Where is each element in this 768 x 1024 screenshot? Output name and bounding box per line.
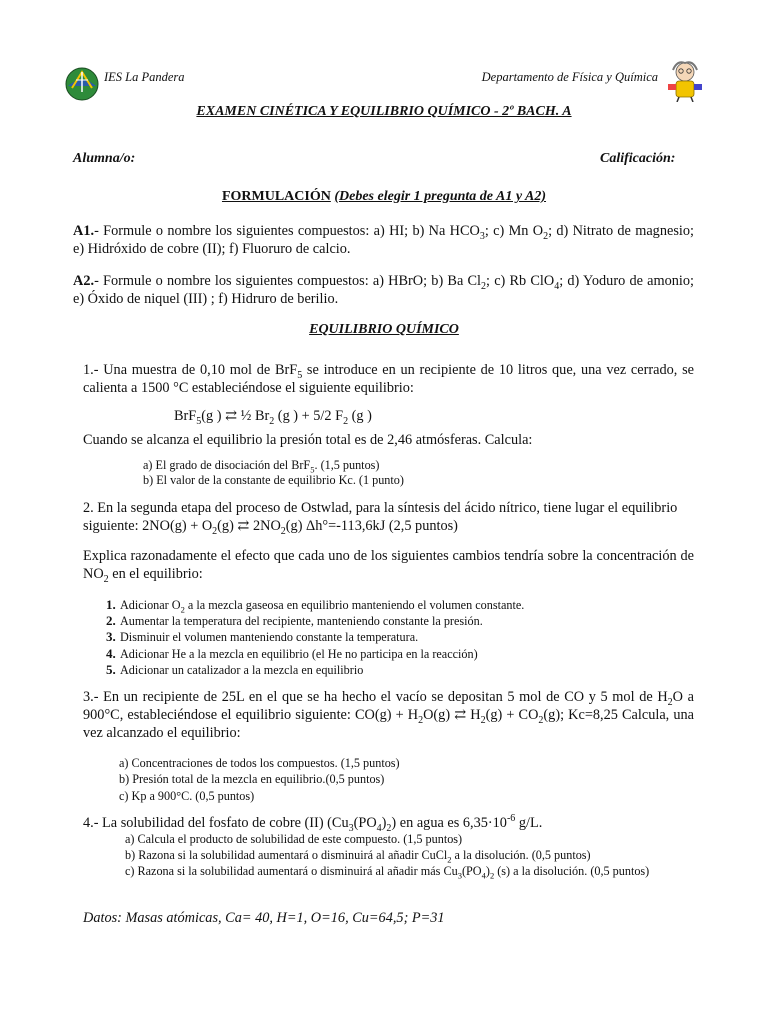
scientist-cartoon-icon [665,60,705,102]
question-4-part-b: b) Razona si la solubilidad aumentará o disminuirá al añadir CuCl$_2$ a la disolución. (0,5 puntos) [125,848,591,865]
question-3-intro: 3.- En un recipiente de 25L en el que se ha hecho el vacío se depositan 5 mol de CO y 5 mol de $H_2O$ a 900°C, estableciéndose el equilibrio siguiente: $CO(g) + H_2O(g)$ ⇄ $H_2(g) + CO_2(g)$; Kc=8,25 Calcula, una vez alcanzado el equilibrio: [83,689,694,741]
department-name: Departamento de Física y Química [481,70,658,84]
question-1-equation: BrF$_5$(g ) ⇄ ½ $Br_2$ (g ) + 5/2 $F_2$ (g ) [174,408,372,427]
list-item: 2. Aumentar la temperatura del recipiente, manteniendo constante la presión. [106,613,483,629]
question-3-part-a: a) Concentraciones de todos los compuestos. (1,5 puntos) [119,756,400,770]
question-3-part-c: c) Kp a 900°C. (0,5 puntos) [119,789,255,803]
question-2-intro: 2. En la segunda etapa del proceso de Ostwlad, para la síntesis del ácido nítrico, tiene lugar el equilibrio siguiente: $2NO(g) + O_2(g)$ ⇄ $2NO_2(g)$ Δh°=-113,6kJ (2,5 puntos) [83,500,678,537]
question-a1: A1.- Formule o nombre los siguientes compuestos: a) HI; b) Na $HCO_3$; c) Mn $O_2$; d) Nitrato de magnesio; e) Hidróxido de cobre (II); f) Fluoruro de calcio. [73,223,694,257]
student-label: Alumna/o: [73,151,136,166]
list-item: 1. Adicionar $O_2$ a la mezcla gaseosa en equilibrio manteniendo el volumen constante. [106,597,525,615]
question-2-changes-list [106,597,696,678]
question-1-intro: 1.- Una muestra de 0,10 mol de BrF$_5$ se introduce en un recipiente de 10 litros que, una vez cerrado, se calienta a 1500 °C estableciéndose el siguiente equilibrio: [83,362,695,396]
equilibrium-arrows-icon: ⇄ [454,707,467,723]
question-4-part-a: a) Calcula el producto de solubilidad de este compuesto. (1,5 puntos) [125,832,463,846]
school-logo-icon [64,66,100,102]
question-a2: A2.- Formule o nombre los siguientes compuestos: a) HBrO; b) Ba $Cl_2$; c) Rb ClO$_4$; d) Yoduro de amonio; e) Óxido de niquel (III) ; f) Hidruro de berilio. [73,273,695,307]
exam-title: EXAMEN CINÉTICA Y EQUILIBRIO QUÍMICO - 2º BACH. A [196,104,572,119]
formulacion-heading: FORMULACIÓN (Debes elegir 1 pregunta de A1 y A2) [221,189,547,204]
question-2-explain: Explica razonadamente el efecto que cada uno de los siguientes cambios tendría sobre la concentración de $NO_2$ en el equilibrio: [83,548,694,585]
list-item: 3. Disminuir el volumen manteniendo constante la temperatura. [106,629,419,645]
equilibrium-arrows-icon: ⇄ [225,408,238,424]
list-item: 5. Adicionar un catalizador a la mezcla en equilibrio [106,661,364,677]
question-1-part-b: b) El valor de la constante de equilibrio Kc. (1 punto) [143,473,404,487]
atomic-masses-data: Datos: Masas atómicas, Ca= 40, H=1, O=16, Cu=64,5; P=31 [83,910,445,926]
school-name: IES La Pandera [104,70,185,84]
question-3-part-b: b) Presión total de la mezcla en equilibrio.(0,5 puntos) [119,772,385,786]
question-4-intro: 4.- La solubilidad del fosfato de cobre (II) $(Cu_3(PO_4)_2)$ en agua es $6,35\cdot 10^{-6}$ g/L. [83,813,543,834]
list-item: 4. Adicionar He a la mezcla en equilibrio (el He no participa en la reacción) [106,645,478,661]
equilibrium-arrows-icon: ⇄ [237,518,250,534]
question-4-part-c: c) Razona si la solubilidad aumentará o disminuirá al añadir más $Cu_3(PO_4)_2$ (s) a la disolución. (0,5 puntos) [125,864,650,881]
question-1-condition: Cuando se alcanza el equilibrio la presión total es de 2,46 atmósferas. Calcula: [83,432,533,448]
equilibrio-heading: EQUILIBRIO QUÍMICO [309,322,459,337]
grade-label: Calificación: [600,151,676,166]
question-1-part-a: a) El grado de disociación del BrF$_5$. (1,5 puntos) [143,458,380,475]
